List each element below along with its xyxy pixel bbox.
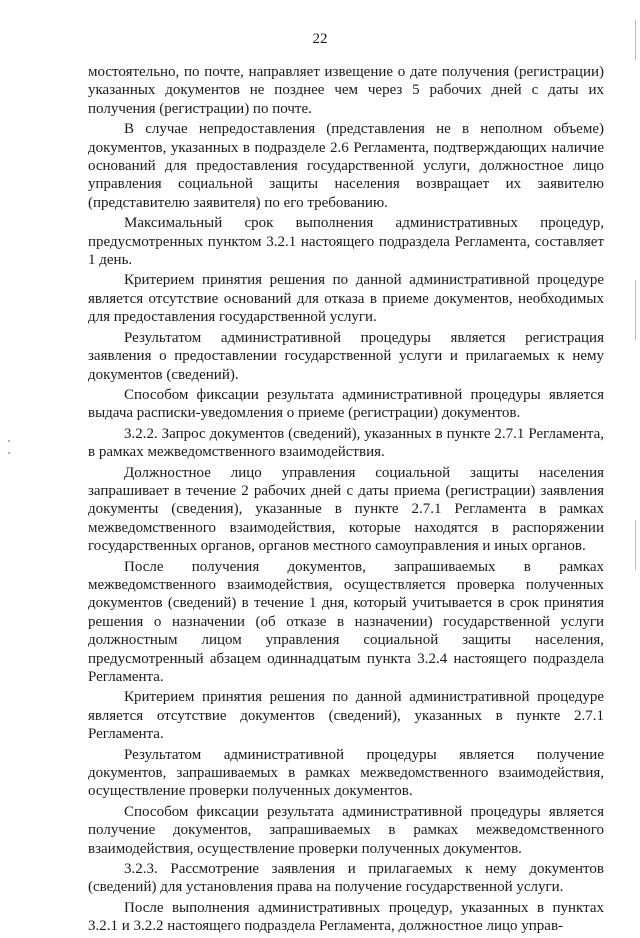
scan-edge-mark	[635, 520, 636, 570]
scan-dot	[8, 452, 10, 454]
paragraph: В случае непредоставления (представления не в неполном объеме) документов, указанных в подразделе 2.6 Регламента, подтверждающих наличие оснований для предоставления государственной услуги, должностное лицо управления социальной защиты населения возвращает их заявителю (представителю заявителя) по его требованию.	[88, 121, 604, 211]
paragraph: Способом фиксации результата административной процедуры является получение документов, запрашиваемых в рамках межведомственного взаимодействия, осуществление проверки полученных документов.	[88, 803, 604, 857]
document-body	[88, 63, 604, 938]
section-heading-paragraph: 3.2.3. Рассмотрение заявления и прилагаемых к нему документов (сведений) для установления права на получение государственной услуги.	[88, 861, 604, 896]
paragraph: Критерием принятия решения по данной административной процедуре является отсутствие оснований для отказа в приеме документов, необходимых для предоставления государственной услуги.	[88, 272, 604, 326]
paragraph: мостоятельно, по почте, направляет извещение о дате получения (регистрации) указанных документов не позднее чем через 5 рабочих дней с даты их получения (регистрации) по почте.	[88, 64, 604, 117]
paragraph: Способом фиксации результата административной процедуры является выдача расписки-уведомления о приеме (регистрации) документов.	[88, 386, 604, 422]
scan-edge-mark	[635, 20, 636, 60]
paragraph: После выполнения административных процедур, указанных в пунктах 3.2.1 и 3.2.2 настоящего подраздела Регламента, должностное лицо управ-	[88, 899, 604, 935]
page-number: 22	[312, 31, 328, 47]
paragraph: Результатом административной процедуры является регистрация заявления о предоставлении государственной услуги и прилагаемых к нему документов (сведений).	[88, 329, 604, 383]
paragraph: Максимальный срок выполнения административных процедур, предусмотренных пунктом 3.2.1 настоящего подраздела Регламента, составляет 1 день.	[88, 215, 604, 269]
paragraph: Должностное лицо управления социальной защиты населения запрашивает в течение 2 рабочих дней с даты приема (регистрации) заявления документы (сведения), указанные в пункте 2.7.1 Регламента в рамках межведомственного взаимодействия, которые находятся в распоряжении государственных органов, органов местного самоуправления и иных органов.	[88, 464, 604, 555]
scan-dot	[8, 440, 10, 442]
paragraph: Результатом административной процедуры является получение документов, запрашиваемых в рамках межведомственного взаимодействия, осуществление проверки полученных документов.	[88, 746, 604, 800]
scan-edge-mark	[635, 280, 636, 340]
section-heading-paragraph: 3.2.2. Запрос документов (сведений), указанных в пункте 2.7.1 Регламента, в рамках межведомственного взаимодействия.	[88, 425, 604, 461]
paragraph: После получения документов, запрашиваемых в рамках межведомственного взаимодействия, осуществляется проверка полученных документов (сведений) в течение 1 дня, который учитывается в срок принятия решения о назначении (об отказе в назначении) государственной услуги должностным лицом управления социальной защиты населения, предусмотренный абзацем одиннадцатым пункта 3.2.4 настоящего подраздела Регламента.	[88, 558, 604, 685]
paragraph: Критерием принятия решения по данной административной процедуре является отсутствие документов (сведений), указанных в пункте 2.7.1 Регламента.	[88, 689, 604, 743]
